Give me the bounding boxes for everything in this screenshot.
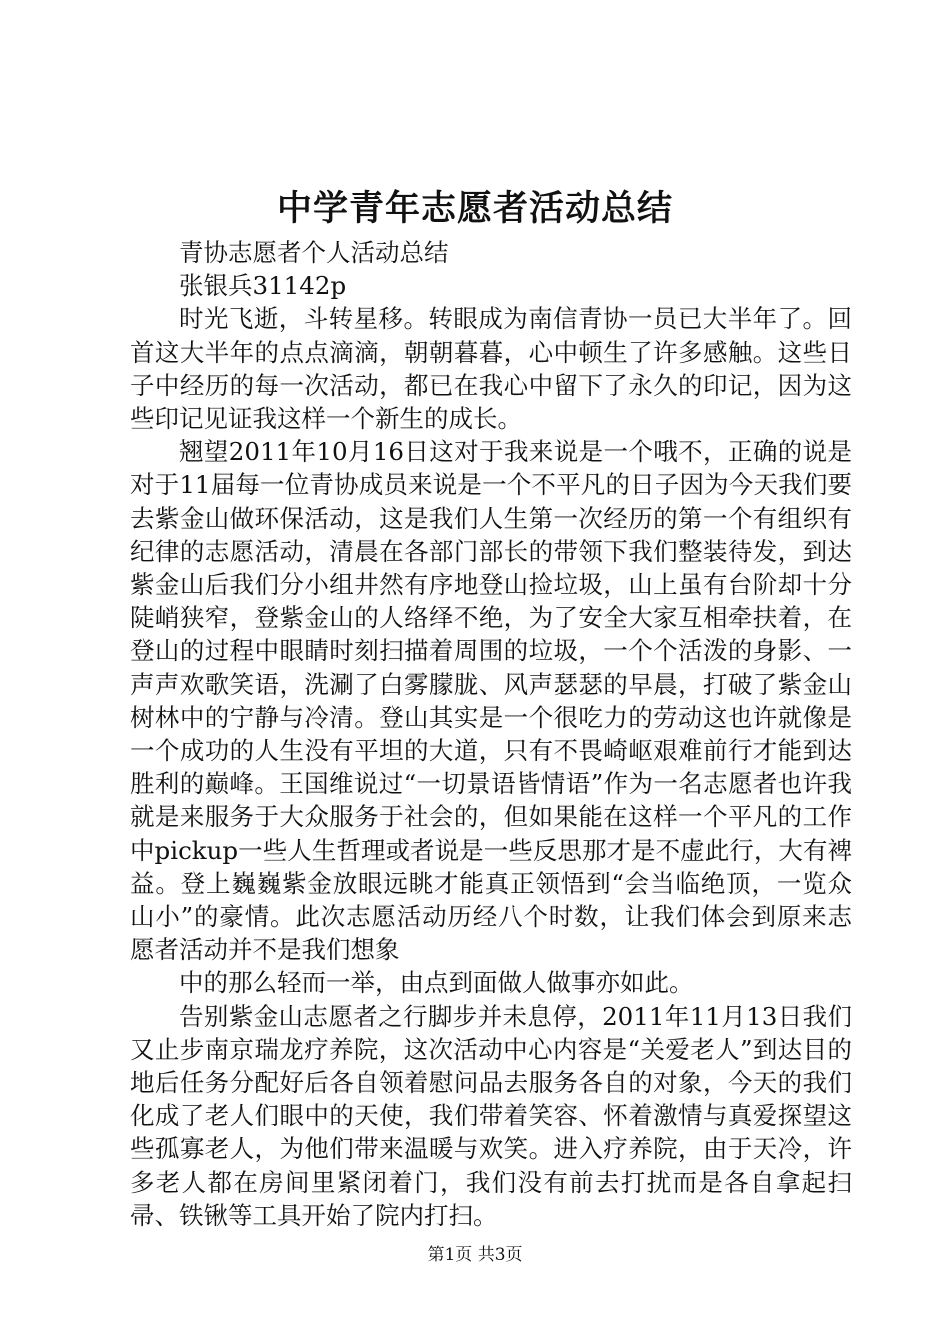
paragraph-nursing-home-activity: 告别紫金山志愿者之行脚步并未息停，2011年11月13日我们又止步南京瑞龙疗养院，这次活动中心内容是“关爱老人”到达目的地后任务分配好后各自领着慰问品去服务各自的对象，今天的我们化成了老人们眼中的天使，我们带着笑容、怀着激情与真爱探望这些孤寡老人，为他们带来温暖与欢笑。进入疗养院，由于天冷，许多老人都在房间里紧闭着门，我们没有前去打扰而是各自拿起扫帚、铁锹等工具开始了院内打扫。 (130, 1001, 852, 1230)
page-footer: 第1页 共3页 (427, 1245, 523, 1265)
paragraph-continuation: 中的那么轻而一举，由点到面做人做事亦如此。 (179, 968, 694, 998)
document-title: 中学青年志愿者活动总结 (276, 188, 673, 229)
document-body (130, 236, 852, 1232)
paragraph-author: 张银兵31142p (179, 271, 347, 301)
paragraph-subtitle: 青协志愿者个人活动总结 (179, 238, 449, 267)
paragraph-zijinshan-activity: 翘望2011年10月16日这对于我来说是一个哦不，正确的说是对于11届每一位青协成员来说是一个不平凡的日子因为今天我们要去紫金山做环保活动，这是我们人生第一次经历的第一个有组织有纪律的志愿活动，清晨在各部门部长的带领下我们整装待发，到达紫金山后我们分小组井然有序地登山捡垃圾，山上虽有台阶却十分陡峭狭窄，登紫金山的人络绎不绝，为了安全大家互相牵扶着，在登山的过程中眼睛时刻扫描着周围的垃圾，一个个活泼的身影、一声声欢歌笑语，洗涮了白雾朦胧、风声瑟瑟的早晨，打破了紫金山树林中的宁静与冷清。登山其实是一个很吃力的劳动这也许就像是一个成功的人生没有平坦的大道，只有不畏崎岖艰难前行才能到达胜利的巅峰。王国维说过“一切景语皆情语”作为一名志愿者也许我就是来服务于大众服务于社会的，但如果能在这样一个平凡的工作中pickup一些人生哲理或者说是一些反思那才是不虚此行，大有裨益。登上巍巍紫金放眼远眺才能真正领悟到“会当临绝顶，一览众山小”的豪情。此次志愿活动历经八个时数，让我们体会到原来志愿者活动并不是我们想象 (130, 437, 852, 965)
paragraph-intro: 时光飞逝，斗转星移。转眼成为南信青协一员已大半年了。回首这大半年的点点滴滴，朝朝暮暮，心中顿生了许多感触。这些日子中经历的每一次活动，都已在我心中留下了永久的印记，因为这些印记见证我这样一个新生的成长。 (130, 304, 852, 434)
